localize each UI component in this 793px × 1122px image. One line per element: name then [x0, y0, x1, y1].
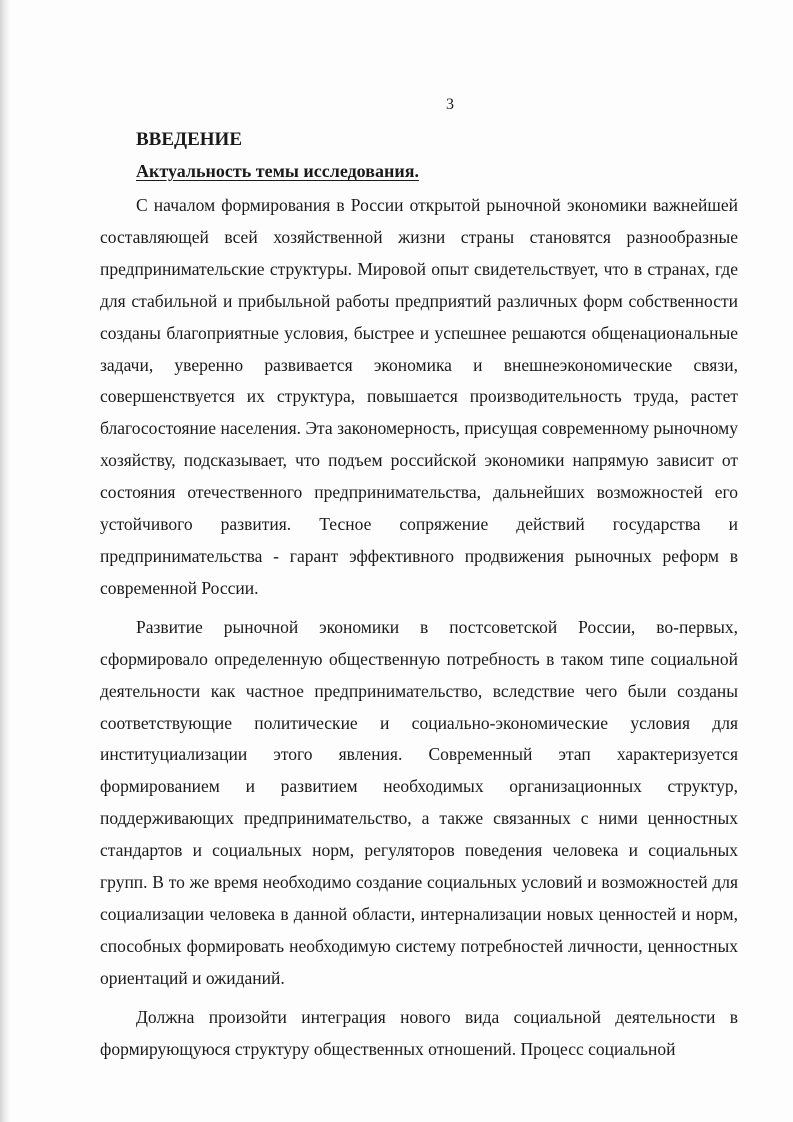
paragraph-1: С началом формирования в России открытой рыночной экономики важнейшей составляющей всей хозяйственной жизни страны становятся разнообразные предпринимательские структуры. Мировой опыт свидетельствует, что в странах, где для стабильной и прибыльной работы предприятий различных форм собственности созданы благоприятные условия, быстрее и успешнее решаются общенациональные задачи, уверенно развивается экономика и внешнеэкономические связи, совершенствуется их структура, повышается производительность труда, растет благосостояние населения. Эта закономерность, присущая современному рыночному хозяйству, подсказывает, что подъем российской экономики напрямую зависит от состояния отечественного предпринимательства, дальнейших возможностей его устойчивого развития. Тесное сопряжение действий государства и предпринимательства - гарант эффективного продвижения рыночных реформ в современной России. — [100, 195, 738, 598]
section-subheading: Актуальность темы исследования. — [136, 161, 419, 181]
page-content — [100, 128, 738, 1065]
paragraph-2: Развитие рыночной экономики в постсоветской России, во-первых, сформировало определенную общественную потребность в таком типе социальной деятельности как частное предпринимательство, вследствие чего были созданы соответствующие политические и социально-экономические условия для институциализации этого явления. Современный этап характеризуется формированием и развитием необходимых организационных структур, поддерживающих предпринимательство, а также связанных с ними ценностных стандартов и социальных норм, регуляторов поведения человека и социальных групп. В то же время необходимо создание социальных условий и возможностей для социализации человека в данной области, интернализации новых ценностей и норм, способных формировать необходимую систему потребностей личности, ценностных ориентаций и ожиданий. — [100, 616, 738, 988]
scan-edge-shadow — [0, 0, 10, 1122]
section-heading: ВВЕДЕНИЕ — [136, 129, 242, 150]
paragraph-3: Должна произойти интеграция нового вида социальной деятельности в формирующуюся структуру общественных отношений. Процесс социальной — [100, 1006, 738, 1059]
page-number: 3 — [446, 96, 454, 113]
